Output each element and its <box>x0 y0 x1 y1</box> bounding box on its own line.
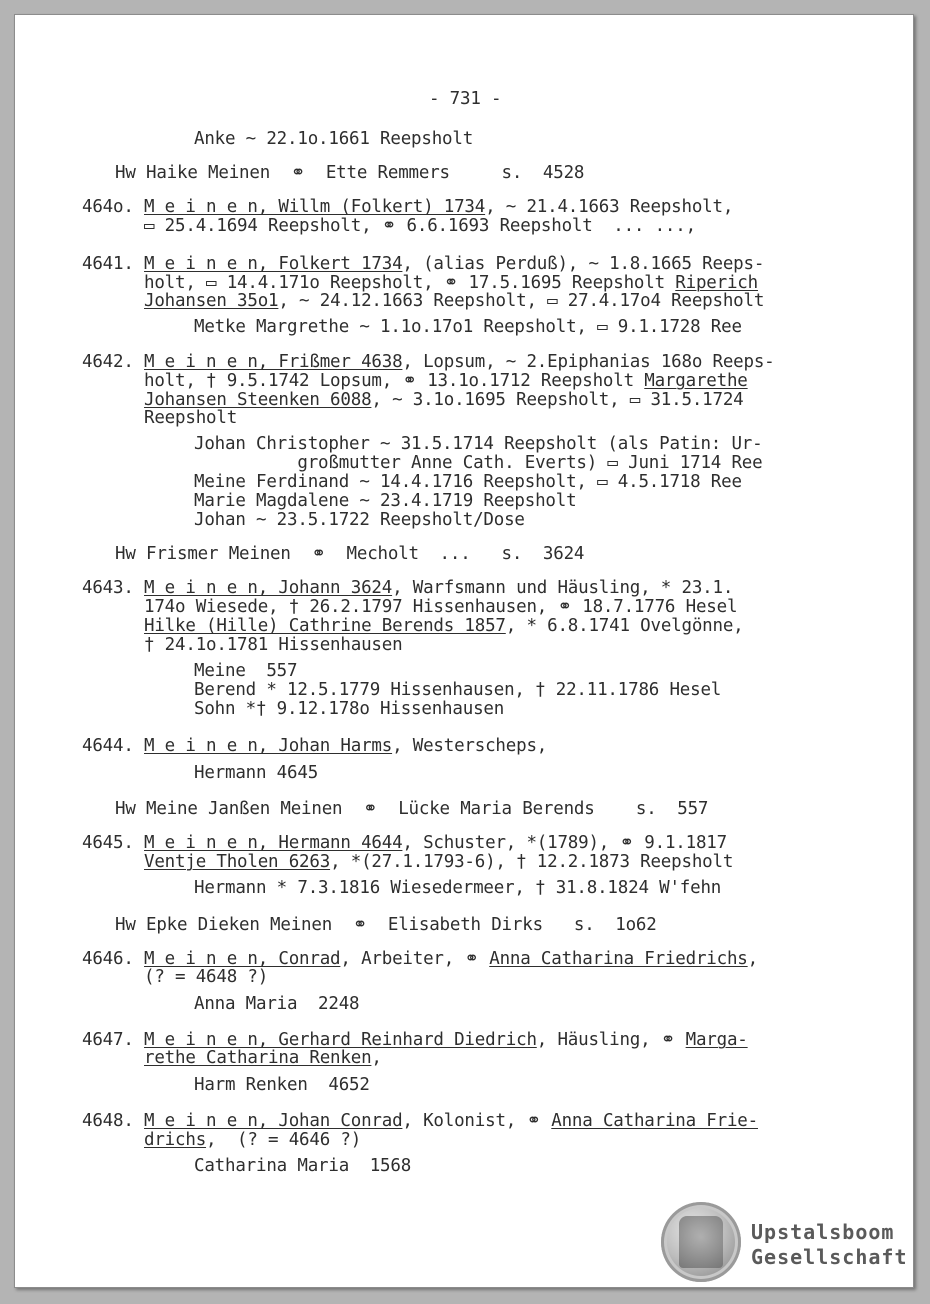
text-line <box>82 578 733 598</box>
text-segment: , (alias Perduß), ~ 1.8.1665 Reeps- <box>402 254 765 274</box>
underlined-name: M e i n e n, Johann 3624 <box>144 578 393 598</box>
text-segment: , * 6.8.1741 Ovelgönne, <box>505 616 744 636</box>
text-line <box>82 197 733 217</box>
underlined-name: M e i n e n, Johan Harms <box>144 736 393 756</box>
text-segment <box>82 616 144 636</box>
underlined-name: Johansen Steenken 6088 <box>144 390 372 410</box>
text-line <box>115 163 584 183</box>
text-line <box>194 434 762 454</box>
text-line <box>194 317 742 337</box>
underlined-name: Anna Catharina Friedrichs <box>489 949 748 969</box>
text-line <box>82 967 268 987</box>
text-segment: 4647. <box>82 1030 145 1050</box>
underlined-name: Riperich <box>675 273 758 293</box>
underlined-name: M e i n e n, Willm (Folkert) 1734 <box>144 197 486 217</box>
text-segment: , Häusling, ⚭ <box>536 1030 686 1050</box>
text-segment: Hermann 4645 <box>194 763 319 783</box>
text-segment: † 24.1o.1781 Hissenhausen <box>82 635 403 655</box>
text-segment: großmutter Anne Cath. Everts) ▭ Juni 1714 Ree <box>194 453 763 473</box>
text-segment: Metke Margrethe ~ 1.1o.17o1 Reepsholt, ▭ 9.1.1728 Ree <box>194 317 742 337</box>
text-segment: 4642. <box>82 352 145 372</box>
underlined-name: M e i n e n, Hermann 4644 <box>144 833 403 853</box>
text-segment <box>82 852 144 872</box>
text-segment: , <box>371 1048 382 1068</box>
text-segment: ▭ 25.4.1694 Reepsholt, ⚭ 6.6.1693 Reepsholt ... ..., <box>82 216 696 236</box>
text-segment: Anna Maria 2248 <box>194 994 360 1014</box>
underlined-name: drichs <box>144 1130 207 1150</box>
text-line <box>82 408 237 428</box>
text-line <box>194 472 742 492</box>
text-line <box>82 371 748 391</box>
text-line <box>82 736 547 756</box>
text-segment: , (? = 4646 ?) <box>206 1130 362 1150</box>
underlined-name: Ventje Tholen 6263 <box>144 852 331 872</box>
text-segment: Hw Meine Janßen Meinen ⚭ Lücke Maria Berends s. 557 <box>115 799 709 819</box>
text-line <box>82 616 744 636</box>
text-line <box>82 352 775 372</box>
text-segment: 4646. <box>82 949 145 969</box>
text-segment: holt, † 9.5.1742 Lopsum, ⚭ 13.1o.1712 Reepsholt <box>82 371 645 391</box>
underlined-name: M e i n e n, Johan Conrad <box>144 1111 403 1131</box>
text-segment: , Kolonist, ⚭ <box>402 1111 552 1131</box>
text-line <box>82 216 696 236</box>
text-segment: Hw Epke Dieken Meinen ⚭ Elisabeth Dirks s. 1o62 <box>115 915 657 935</box>
underlined-name: Hilke (Hille) Cathrine Berends 1857 <box>144 616 506 636</box>
text-segment: , Lopsum, ~ 2.Epiphanias 168o Reeps- <box>402 352 775 372</box>
text-line <box>82 254 764 274</box>
text-segment: Reepsholt <box>82 408 238 428</box>
text-segment: , Warfsmann und Häusling, * 23.1. <box>392 578 734 598</box>
text-line <box>194 878 721 898</box>
text-segment: Hermann * 7.3.1816 Wiesedermeer, † 31.8.1824 W'fehn <box>194 878 722 898</box>
text-line <box>194 129 473 149</box>
text-segment: , ~ 21.4.1663 Reepsholt, <box>485 197 734 217</box>
text-segment <box>82 1130 144 1150</box>
text-line <box>82 852 733 872</box>
text-line <box>194 661 297 681</box>
text-segment: , <box>747 949 758 969</box>
text-line <box>82 1111 758 1131</box>
text-segment: 464o. <box>82 197 145 217</box>
text-segment: Hw Haike Meinen ⚭ Ette Remmers s. 4528 <box>115 163 585 183</box>
text-line <box>194 699 504 719</box>
brand-line-2: Gesellschaft <box>751 1245 908 1269</box>
text-line <box>194 763 318 783</box>
seal-logo-icon <box>661 1202 741 1282</box>
text-segment: Johan Christopher ~ 31.5.1714 Reepsholt (als Patin: Ur- <box>194 434 763 454</box>
text-segment: (? = 4648 ?) <box>82 967 269 987</box>
text-line <box>82 949 758 969</box>
text-segment: 4644. <box>82 736 145 756</box>
underlined-name: M e i n e n, Frißmer 4638 <box>144 352 403 372</box>
text-segment: 4645. <box>82 833 145 853</box>
text-line <box>82 1130 361 1150</box>
text-line <box>82 833 727 853</box>
text-line <box>82 390 744 410</box>
brand-line-1: Upstalsboom <box>751 1220 895 1244</box>
text-line <box>194 994 359 1014</box>
underlined-name: Margarethe <box>644 371 748 391</box>
underlined-name: M e i n e n, Folkert 1734 <box>144 254 403 274</box>
text-line <box>115 544 584 564</box>
text-segment: Sohn *† 9.12.178o Hissenhausen <box>194 699 505 719</box>
text-line <box>194 1075 370 1095</box>
text-segment: Harm Renken 4652 <box>194 1075 370 1095</box>
text-line <box>194 680 721 700</box>
text-line <box>82 597 737 617</box>
text-segment: 174o Wiesede, † 26.2.1797 Hissenhausen, ⚭ 18.7.1776 Hesel <box>82 597 738 617</box>
text-segment: , Arbeiter, ⚭ <box>340 949 490 969</box>
text-segment: , ~ 3.1o.1695 Reepsholt, ▭ 31.5.1724 <box>371 390 744 410</box>
text-line <box>194 510 525 530</box>
text-line <box>82 635 402 655</box>
text-line <box>115 799 708 819</box>
text-segment: Catharina Maria 1568 <box>194 1156 412 1176</box>
text-segment <box>82 291 144 311</box>
text-segment: holt, ▭ 14.4.171o Reepsholt, ⚭ 17.5.1695 Reepsholt <box>82 273 676 293</box>
text-segment: Johan ~ 23.5.1722 Reepsholt/Dose <box>194 510 525 530</box>
text-line <box>82 291 764 311</box>
text-line <box>82 273 758 293</box>
text-line <box>194 453 762 473</box>
underlined-name: Marga- <box>685 1030 748 1050</box>
underlined-name: Anna Catharina Frie- <box>551 1111 758 1131</box>
underlined-name: M e i n e n, Conrad <box>144 949 341 969</box>
document-page <box>14 14 914 1288</box>
text-line <box>194 1156 411 1176</box>
text-segment: Berend * 12.5.1779 Hissenhausen, † 22.11.1786 Hesel <box>194 680 722 700</box>
text-segment: Meine Ferdinand ~ 14.4.1716 Reepsholt, ▭ 4.5.1718 Ree <box>194 472 742 492</box>
text-line <box>82 1048 382 1068</box>
text-segment: Meine 557 <box>194 661 298 681</box>
text-line <box>194 491 576 511</box>
text-line <box>115 915 657 935</box>
text-segment: , Westerscheps, <box>392 736 548 756</box>
underlined-name: rethe Catharina Renken <box>144 1048 372 1068</box>
text-segment: Marie Magdalene ~ 23.4.1719 Reepsholt <box>194 491 577 511</box>
text-line <box>82 1030 748 1050</box>
text-segment: Anke ~ 22.1o.1661 Reepsholt <box>194 129 474 149</box>
text-segment: , ~ 24.12.1663 Reepsholt, ▭ 27.4.17o4 Reepsholt <box>278 291 765 311</box>
underlined-name: M e i n e n, Gerhard Reinhard Diedrich <box>144 1030 537 1050</box>
text-segment: 4648. <box>82 1111 145 1131</box>
text-segment: , *(27.1.1793-6), † 12.2.1873 Reepsholt <box>330 852 734 872</box>
text-segment: Hw Frismer Meinen ⚭ Mecholt ... s. 3624 <box>115 544 585 564</box>
text-segment: , Schuster, *(1789), ⚭ 9.1.1817 <box>402 833 727 853</box>
text-segment <box>82 1048 144 1068</box>
text-segment <box>82 390 144 410</box>
text-segment: 4641. <box>82 254 145 274</box>
page-number: - 731 - <box>429 89 502 109</box>
text-segment: 4643. <box>82 578 145 598</box>
seal-figure <box>679 1216 723 1268</box>
underlined-name: Johansen 35o1 <box>144 291 279 311</box>
